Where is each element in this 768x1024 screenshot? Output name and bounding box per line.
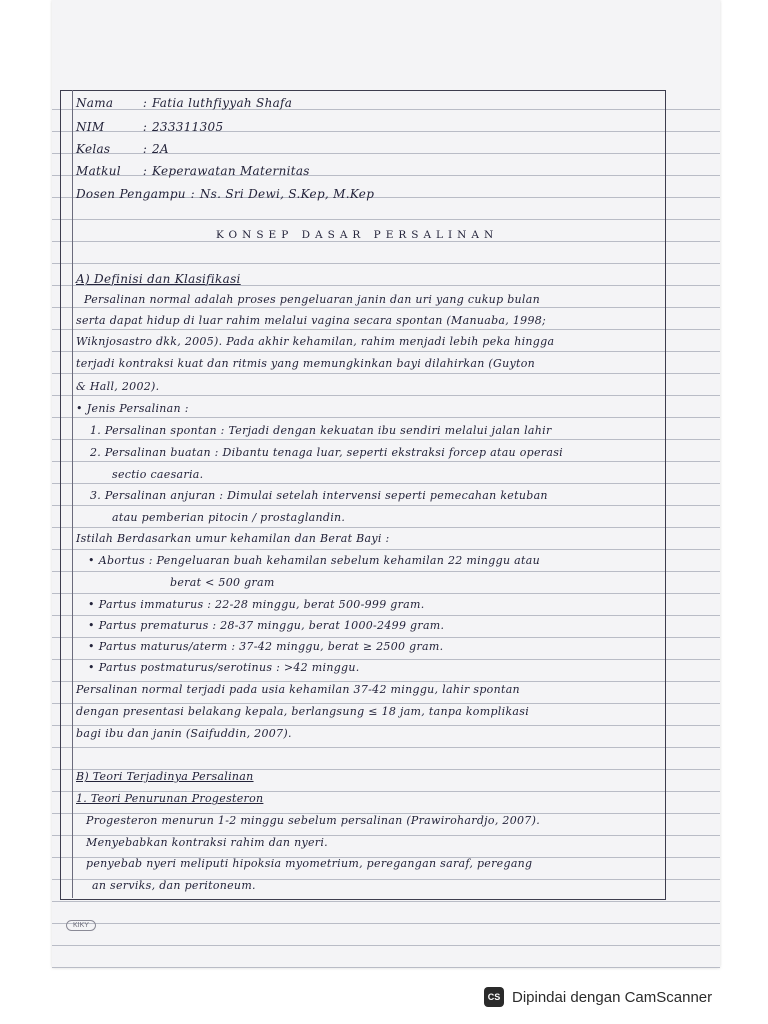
notebook-page (52, 0, 720, 968)
jenis-item: 2. Persalinan buatan : Dibantu tenaga luar, seperti ekstraksi forcep atau operasi (90, 446, 563, 459)
normal-line: bagi ibu dan janin (Saifuddin, 2007). (76, 727, 292, 740)
normal-line: dengan presentasi belakang kepala, berlangsung ≤ 18 jam, tanpa komplikasi (76, 705, 530, 718)
margin-line (72, 90, 73, 898)
definition-line: Wiknjosastro dkk, 2005). Pada akhir kehamilan, rahim menjadi lebih peka hingga (76, 335, 555, 348)
jenis-item: sectio caesaria. (112, 468, 204, 481)
istilah-item: berat < 500 gram (170, 576, 275, 589)
istilah-text: Partus immaturus : 22-28 minggu, berat 500-999 gram. (98, 598, 425, 611)
bullet-icon: • (88, 619, 95, 632)
istilah-text: Partus prematurus : 28-37 minggu, berat 1000-2499 gram. (98, 619, 445, 632)
name-row: Nama : Fatia luthfiyyah Shafa (76, 96, 293, 110)
page-title: KONSEP DASAR PERSALINAN (216, 229, 499, 241)
istilah-text: Partus maturus/aterm : 37-42 minggu, berat ≥ 2500 gram. (98, 640, 444, 653)
bullet-icon: • (88, 640, 95, 653)
theory-point: Menyebabkan kontraksi rahim dan nyeri. (86, 836, 328, 849)
section-b-heading: B) Teori Terjadinya Persalinan (76, 770, 254, 783)
bullet-icon: • (88, 598, 95, 611)
theory-point: Progesteron menurun 1-2 minggu sebelum persalinan (Prawirohardjo, 2007). (86, 814, 540, 827)
jenis-heading (76, 402, 189, 415)
definition-line: terjadi kontraksi kuat dan ritmis yang memungkinkan bayi dilahirkan (Guyton (76, 357, 536, 370)
matkul-row: Matkul : Keperawatan Maternitas (76, 164, 310, 178)
normal-line: Persalinan normal terjadi pada usia kehamilan 37-42 minggu, lahir spontan (76, 683, 520, 696)
camscanner-icon: CS (484, 987, 504, 1007)
istilah-item (88, 598, 425, 611)
theory-point: penyebab nyeri meliputi hipoksia myometrium, peregangan saraf, peregang (86, 857, 533, 870)
istilah-item (88, 554, 540, 567)
definition-line: & Hall, 2002). (76, 380, 160, 393)
section-a-heading: A) Definisi dan Klasifikasi (76, 272, 241, 286)
page-top-margin (52, 0, 720, 88)
istilah-text: Abortus : Pengeluaran buah kehamilan sebelum kehamilan 22 minggu atau (98, 554, 540, 567)
kelas-row: Kelas : 2A (76, 142, 169, 156)
nim-row: NIM : 233311305 (76, 120, 224, 134)
kelas-label: Kelas (76, 142, 111, 156)
camscanner-label: Dipindai dengan CamScanner (512, 988, 713, 1006)
name-label: Nama (76, 96, 114, 110)
istilah-text: Partus postmaturus/serotinus : >42 minggu. (98, 661, 360, 674)
bullet-icon: • (76, 402, 83, 415)
dosen-label: Dosen Pengampu (76, 187, 186, 201)
name-value: Fatia luthfiyyah Shafa (152, 96, 293, 110)
jenis-item: 1. Persalinan spontan : Terjadi dengan kekuatan ibu sendiri melalui jalan lahir (90, 424, 552, 437)
nim-value: 233311305 (152, 120, 224, 134)
istilah-item (88, 619, 444, 632)
definition-line: serta dapat hidup di luar rahim melalui vagina secara spontan (Manuaba, 1998; (76, 314, 547, 327)
kelas-value: 2A (152, 142, 169, 156)
section-b-sub1: 1. Teori Penurunan Progesteron (76, 792, 264, 805)
theory-point: an serviks, dan peritoneum. (92, 879, 256, 892)
bullet-icon: • (88, 661, 95, 674)
nim-label: NIM (76, 120, 105, 134)
istilah-item (88, 640, 443, 653)
camscanner-watermark (484, 983, 712, 1011)
dosen-value: Ns. Sri Dewi, S.Kep, M.Kep (199, 187, 375, 201)
paper-brand-logo: KIKY (66, 920, 96, 931)
matkul-label: Matkul (76, 164, 121, 178)
jenis-item: atau pemberian pitocin / prostaglandin. (112, 511, 346, 524)
istilah-heading: Istilah Berdasarkan umur kehamilan dan Berat Bayi : (76, 532, 390, 545)
bullet-icon: • (88, 554, 95, 567)
dosen-row: Dosen Pengampu : Ns. Sri Dewi, S.Kep, M.Kep (76, 187, 375, 201)
jenis-item: 3. Persalinan anjuran : Dimulai setelah intervensi seperti pemecahan ketuban (90, 489, 548, 502)
definition-line: Persalinan normal adalah proses pengeluaran janin dan uri yang cukup bulan (84, 293, 540, 306)
matkul-value: Keperawatan Maternitas (152, 164, 310, 178)
jenis-heading-text: Jenis Persalinan : (86, 402, 189, 415)
istilah-item (88, 661, 360, 674)
